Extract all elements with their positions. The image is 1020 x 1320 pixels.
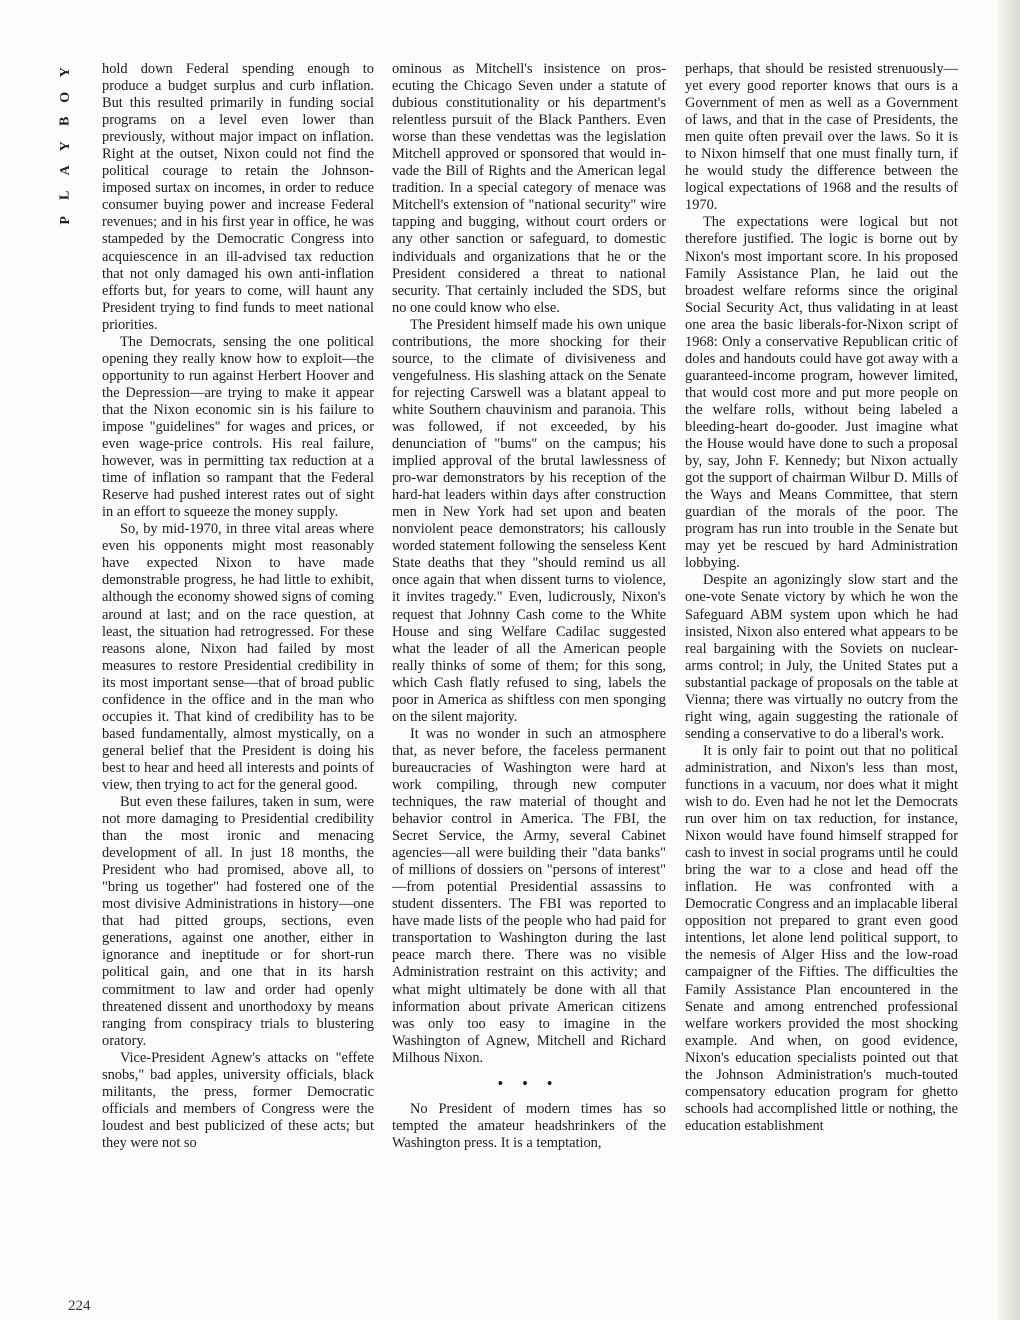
magazine-letter: L — [57, 190, 73, 200]
magazine-letter: O — [57, 91, 73, 103]
paragraph: perhaps, that should be resisted strenuously—yet every good reporter knows that ours is a Government of men as well as a Government of laws, and that in the case of Presidents, the men quite often prevail over the laws. So it is to Nixon himself that one must finally turn, if he would study the difference between the logical expectations of 1968 and the results of 1970. — [685, 61, 958, 214]
magazine-letter: Y — [57, 67, 73, 78]
paragraph: Vice-President Agnew's attacks on "effete snobs," bad apples, university officials, black militants, the press, former Democratic officials and members of Congress were the loudest and best publicized of these acts; but they were not so — [102, 1049, 374, 1151]
paragraph: So, by mid-1970, in three vital areas where even his opponents might most reasonably have expected Nixon to have made demonstrable progress, he had little to exhibit, although the economy showed signs of coming around at last; and on the race question, at least, the situation had retrogressed. For these reasons alone, Nixon had failed by most measures to restore Presidential credibility in its most important sense—that of broad public confidence in the office and in the man who occupies it. That kind of credibility has to be based fundamentally, almost mystically, on a general belief that the President is doing his best to hear and heed all interests and points of view, then trying to act for the general good. — [102, 521, 374, 793]
magazine-name-vertical — [54, 60, 78, 232]
magazine-letter: Y — [57, 141, 73, 152]
paragraph: No President of modern times has so tempted the amateur headshrinkers of the Washington press. It is a temptation, — [392, 1100, 666, 1151]
text-column-1 — [102, 61, 374, 1152]
paragraph: The Democrats, sensing the one political opening they really know how to exploit—the opportunity to run against Herbert Hoover and the Depression—are trying to make it appear that the Nixon economic sin is his failure to impose "guidelines" for wages and prices, or even wage-price controls. His real failure, however, was in permitting tax reduction at a time of inflation so rampant that the Federal Reserve had pushed interest rates out of sight in an effort to squeeze the money supply. — [102, 333, 374, 521]
paragraph: The expectations were logical but not therefore justified. The logic is borne out by Nixon's most important score. In his proposed Family Assistance Plan, he laid out the broadest welfare reforms since the original Social Security Act, thus validating in at least one area the basic liberals-for-Nixon script of 1968: Only a conservative Republican critic of doles and handouts could have got away with a guaranteed-income program, however limited, that would cost more and put more people on the welfare rolls, without being labeled a bleeding-heart do-gooder. Just imagine what the House would have done to such a proposal by, say, John F. Kennedy; but Nixon actually got the support of chairman Wilbur D. Mills of the Ways and Means Committee, that stern guardian of the morals of the poor. The program has run into trouble in the Senate but may yet be rescued by hard Administration lobbying. — [685, 214, 958, 572]
text-column-2 — [392, 61, 666, 1152]
paragraph: It is only fair to point out that no political administration, and Nixon's less than most, functions in a vacuum, nor does what it might wish to do. Even had he not let the Democrats run over him on tax reduction, for instance, Nixon would have found himself strapped for cash to invest in social programs until he could bring the war to a close and head off the inflation. He was confronted with a Democratic Congress and an implacable liberal opposition not prepared to grant even good intentions, let alone lend political support, to the nemesis of Alger Hiss and the low-road campaigner of the Fifties. The difficulties the Family Assistance Plan encountered in the Senate and among entrenched professional welfare workers provided the most shocking example. And when, on good evidence, Nixon's education specialists pointed out that the Johnson Administration's much-touted compensatory education program for ghetto schools had accomplished little or nothing, the education establishment — [685, 742, 958, 1134]
paragraph: But even these failures, taken in sum, were not more damaging to Presidential credibility than the most ironic and menacing development of all. In just 18 months, the President who had promised, above all, to "bring us together" had fostered one of the most divisive Administrations in history—one that had pitted groups, sections, even generations, against one another, either in ignorance and ineptitude or for short-run political gain, and one that in its harsh commitment to law and order had openly threatened dissent and unorthodoxy by means ranging from conspiracy trials to blustering oratory. — [102, 794, 374, 1049]
magazine-letter: P — [57, 215, 73, 225]
magazine-letter: A — [57, 165, 73, 176]
section-separator: • • • — [497, 1075, 561, 1092]
magazine-letter: B — [57, 116, 73, 127]
paragraph: ominous as Mitchell's insistence on prosecuting the Chicago Seven under a statute of dubious constitutionality or his department's relentless pursuit of the Black Panthers. Even worse than these vendettas was the legislation Mitchell approved or sponsored that would invade the Bill of Rights and the American legal tradition. In a special category of menace was Mitchell's extension of "national security" wire tapping and bugging, without court orders or any other sanction or safeguard, to domestic individuals and organizations that he or the President considered a threat to national security. That certainly included the SDS, but no one could know who else. — [392, 61, 666, 316]
text-column-3 — [685, 61, 958, 1135]
paragraph: The President himself made his own unique contributions, the more shocking for their source, to the climate of divisiveness and vengefulness. His slashing attack on the Senate for rejecting Carswell was a blatant appeal to white Southern chauvinism and paranoia. This was followed, if not exceeded, by his denunciation of "bums" on the campus; his implied approval of the brutal lawlessness of pro-war demonstrators by his reception of the hard-hat leaders within days after construction men in New York had set upon and beaten nonviolent peace demonstrators; his callously worded statement following the senseless Kent State deaths that they "should remind us all once again that when dissent turns to violence, it invites tragedy." Even, ludicrously, Nixon's request that Johnny Cash come to the White House and sing Welfare Cadilac suggested what the leader of all the American people really thinks of some of them; for this song, which Cash flatly refused to sing, labels the poor in America as shiftless con men sponging on the silent majority. — [392, 316, 666, 725]
paragraph: hold down Federal spending enough to produce a budget surplus and curb inflation. But this resulted primarily in funding social programs on a level even lower than previously, without major impact on inflation. Right at the outset, Nixon could not find the political courage to retain the Johnson-imposed surtax on incomes, in order to reduce consumer buying power and increase Federal revenues; and in his first year in office, he was stampeded by the Democratic Congress into acquiescence in an ill-advised tax reduction that not only damaged his own anti-inflation efforts but, for years to come, will haunt any President trying to find funds to meet national priorities. — [102, 61, 374, 333]
page-number: 224 — [68, 1298, 91, 1314]
paragraph: Despite an agonizingly slow start and the one-vote Senate victory by which he won the Safeguard ABM system upon which he had insisted, Nixon also entered what appears to be real bargaining with the Soviets on nuclear-arms control; in July, the United States put a substantial package of proposals on the table at Vienna; there was virtually no outcry from the right wing, again suggesting the rationale of sending a conservative to do a liberal's work. — [685, 572, 958, 742]
page-edge-shadow — [998, 0, 1020, 1320]
paragraph: It was no wonder in such an atmosphere that, as never before, the faceless permanent bureaucracies of Washington were hard at work compiling, through new computer techniques, the raw material of thought and behavior control in America. The FBI, the Secret Service, the Army, several Cabinet agencies—all were building their "data banks" of millions of dossiers on "persons of interest" —from potential Presidential assassins to student dissenters. The FBI was reported to have made lists of the people who had paid for transportation to Washington during the last peace march there. There was no visible Administration restraint on this activity; and what might ultimately be done with all that information about private American citizens was only too easy to imagine in the Washington of Agnew, Mitchell and Richard Milhous Nixon. — [392, 725, 666, 1066]
